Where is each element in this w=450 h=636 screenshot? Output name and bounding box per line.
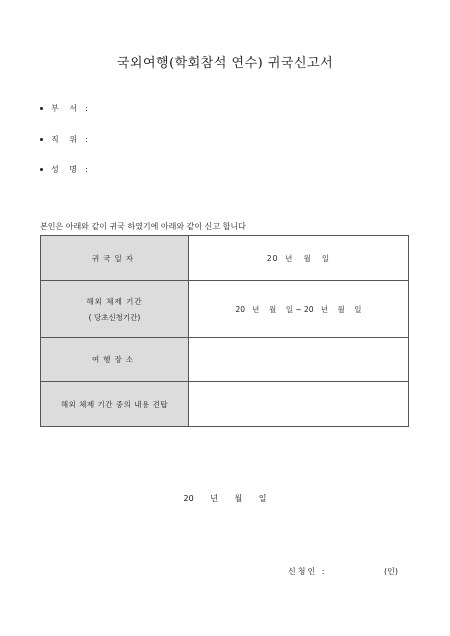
bullet-icon — [40, 107, 43, 110]
applicant-line — [288, 566, 398, 577]
field-colon: : — [85, 104, 88, 113]
field-colon: : — [85, 135, 88, 144]
stay-period-text: 20 년 월 일 ~ 20 년 월 일 — [235, 304, 362, 314]
field-position — [40, 134, 88, 145]
field-colon: : — [85, 165, 88, 174]
seal-mark: (인) — [384, 567, 398, 576]
travel-place-value[interactable] — [189, 338, 409, 382]
table-row — [41, 281, 409, 338]
content-label: 해외 체제 기간 중의 내용 견탑 — [41, 382, 189, 427]
content-value[interactable] — [189, 382, 409, 427]
field-department — [40, 103, 88, 114]
field-label: 직 위 — [51, 135, 81, 144]
return-date-value[interactable] — [189, 236, 409, 281]
bullet-icon — [40, 168, 43, 171]
field-label: 부 서 — [51, 104, 81, 113]
table-row — [41, 236, 409, 281]
submission-date: 20 년 월 일 — [183, 494, 267, 503]
bullet-icon — [40, 138, 43, 141]
stay-period-label: 해외 체제 기간 — [86, 296, 143, 306]
return-date-text: 20 년 월 일 — [266, 253, 331, 263]
travel-place-label: 여행장소 — [41, 338, 189, 382]
form-title: 국외여행(학회참석 연수) 귀국신고서 — [116, 56, 334, 71]
table-row — [41, 382, 409, 427]
field-name — [40, 164, 88, 175]
intro-text: 본인은 아래와 같이 귀국 하였기에 아래와 같이 신고 합니다 — [40, 222, 246, 231]
stay-period-value[interactable] — [189, 281, 409, 338]
return-date-label: 귀국일자 — [41, 236, 189, 281]
stay-period-label-cell — [41, 281, 189, 338]
stay-period-sublabel: ( 당초신청기간) — [88, 312, 141, 322]
table-row — [41, 338, 409, 382]
field-label: 성 명 — [51, 165, 81, 174]
report-table — [40, 235, 409, 427]
applicant-label: 신청인 : — [288, 567, 327, 576]
